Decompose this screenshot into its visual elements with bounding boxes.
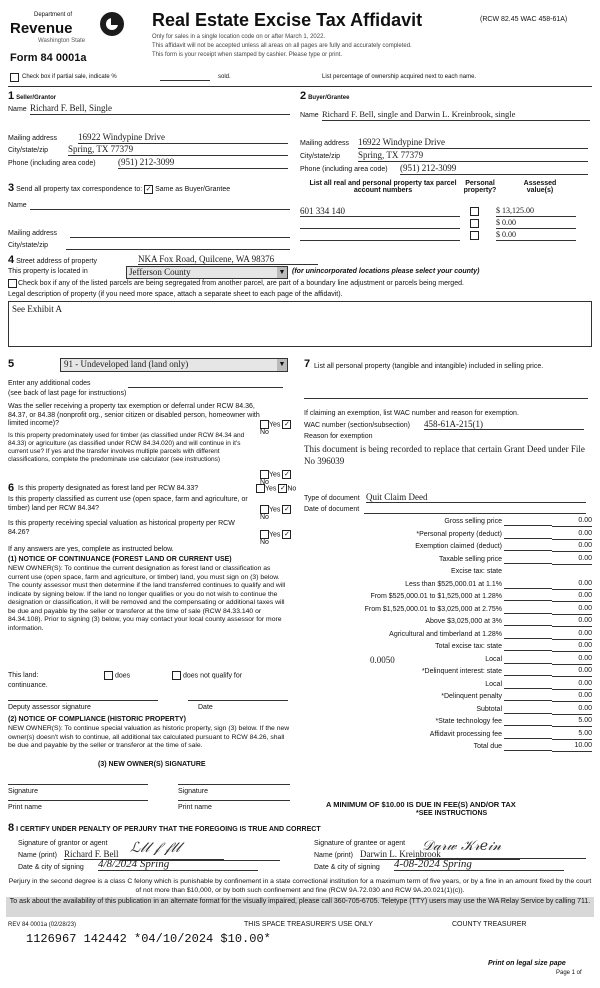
dept-logo <box>8 10 133 68</box>
parcel-account-field[interactable]: 601 334 140 <box>300 206 460 217</box>
parcels-header: List all real and personal property tax parcel account numbers <box>309 180 457 194</box>
fin-leader-line <box>504 688 552 689</box>
fin-value-field[interactable]: 0.00 <box>552 667 592 677</box>
street-field[interactable]: NKA Fox Road, Quilcene, WA 98376 <box>138 254 318 265</box>
personal-property-text: List all personal property (tangible and intangible) included in selling price. <box>314 363 544 370</box>
seller-city-field[interactable]: Spring, TX 77379 <box>68 144 288 156</box>
fin-label: Total excise tax: state <box>435 643 502 650</box>
fin-leader-line <box>504 600 552 601</box>
form-title: Real Estate Excise Tax Affidavit <box>152 10 423 30</box>
see-instructions: *SEE INSTRUCTIONS <box>416 810 488 817</box>
segregated-label: Check box if any of the listed parcels are being segregated from another parcel, are part of a boundary line adjustment or parcels being merged. <box>18 280 464 287</box>
doc-type-label: Type of document <box>304 495 360 502</box>
fin-value-field[interactable]: 0.00 <box>552 517 592 527</box>
section-3-text: Send all property tax correspondence to: <box>16 186 143 193</box>
partial-sale-checkbox[interactable] <box>10 73 19 82</box>
section-5 <box>8 356 298 486</box>
seller-city-label: City/state/zip <box>8 147 49 154</box>
fin-leader-line <box>504 525 552 526</box>
owner-print-field-2[interactable] <box>178 800 290 801</box>
fin-leader-line <box>504 650 552 651</box>
does-not-option: does not qualify for <box>172 671 242 680</box>
q-timber-no-checkbox[interactable]: ✓ <box>283 471 290 478</box>
fin-label: *State technology fee <box>435 718 502 725</box>
q-timber-yes-checkbox[interactable] <box>260 470 269 479</box>
owner-sig-label-2: Signature <box>178 788 208 795</box>
personal-property-checkbox[interactable] <box>470 231 479 240</box>
buyer-num: 2 <box>300 90 307 102</box>
q-historic-answer: Yes ✓No <box>260 531 290 546</box>
q-exemption-no-checkbox[interactable]: ✓ <box>283 421 290 428</box>
q-timber: Is this property predominately used for timber (as classified under RCW 84.34 and 84.33) or agriculture (as classified under RCW 84.34.020) and will continue in it's current use? If yes and the transfer involves multiple parcels with different classifications, complete the predominate use calculator (see instructions) <box>8 432 245 463</box>
fin-leader-line <box>504 625 552 626</box>
parcel-account-field[interactable] <box>300 218 460 229</box>
deputy-label: Deputy assessor signature <box>8 704 91 711</box>
seller-name-label: Name <box>8 106 27 113</box>
personal-property-field[interactable] <box>304 398 588 399</box>
fin-value-field[interactable]: 10.00 <box>552 742 592 752</box>
perjury-notice <box>6 878 594 895</box>
q-current-use: Is this property classified as current use (open space, farm and agriculture, or timber) land per RCW 84.34? <box>8 496 248 512</box>
owner-print-label-2: Print name <box>178 804 212 811</box>
corr-city-label: City/state/zip <box>8 242 49 249</box>
q-forest-yes-checkbox[interactable] <box>256 484 265 493</box>
seller-heading: Seller/Grantor <box>16 95 57 101</box>
doc-date-field[interactable] <box>364 513 586 514</box>
owner-sig-field-2[interactable] <box>178 784 290 785</box>
dept-state: Washington State <box>38 38 86 44</box>
assessed-value-field[interactable]: $ 0.00 <box>496 218 576 229</box>
land-use-value: 91 - Undeveloped land (land only) <box>64 359 189 369</box>
fin-leader-line <box>504 563 552 564</box>
buyer-mailing-label: Mailing address <box>300 140 350 147</box>
q-forest-answer: Yes ✓ No <box>256 484 296 493</box>
buyer-heading: Buyer/Grantee <box>308 95 350 101</box>
seller-phone-field[interactable]: (951) 212-3099 <box>118 157 288 169</box>
personal-header: Personal property? <box>463 180 497 194</box>
exemption-text: If claiming an exemption, list WAC number and reason for exemption. <box>304 410 519 417</box>
q-current-use-no-checkbox[interactable]: ✓ <box>283 506 290 513</box>
seller-section <box>8 90 288 170</box>
buyer-phone-field[interactable]: (951) 212-3099 <box>400 163 588 175</box>
fin-value-field[interactable]: 5.00 <box>552 730 592 740</box>
county-dropdown-icon[interactable]: ▼ <box>278 269 286 276</box>
rev-number: REV 84 0001a (02/28/23) <box>8 922 77 928</box>
grantor-signature: ℒ𝓁𝓁 𝒻 𝒻𝓁𝓁 <box>130 840 181 856</box>
fin-leader-line <box>504 750 552 751</box>
rcw-ref: (RCW 82.45 WAC 458-61A) <box>480 16 568 23</box>
legal-description-field[interactable] <box>8 301 592 347</box>
notice1-text: NEW OWNER(S): To continue the current designation as forest land or classification as current use (open space, farm and agriculture, or timber) land, you must sign on (3) below. The county assessor must then determine if the land transferred continues to qualify and will indicate by signing below. If the land no longer qualifies or you do not wish to continue the designation or classification, it will be removed and the compensating or additional taxes will be due and payable by the seller or transferor at the time of sale (RCW 84.33.140 or 84.34.108). Prior to signing (3) below, you may contact your local county assessor for more information. <box>8 565 286 632</box>
grantee-name-label: Name (print) <box>314 852 353 859</box>
fin-leader-line <box>504 738 552 739</box>
county-value: Jefferson County <box>129 267 191 277</box>
fin-value-field[interactable]: 0.00 <box>552 642 592 652</box>
deputy-date-field[interactable] <box>188 700 288 701</box>
owner-print-label-1: Print name <box>8 804 42 811</box>
fin-value-field[interactable]: 0.00 <box>552 580 592 590</box>
owner-print-field-1[interactable] <box>8 800 148 801</box>
grantee-sig-label: Signature of grantee or agent <box>314 840 406 847</box>
header-rule <box>8 86 592 87</box>
page-number: Page 1 of <box>556 970 582 976</box>
buyer-name-label: Name <box>300 112 319 119</box>
county-treasurer: COUNTY TREASURER <box>452 921 527 928</box>
section-7 <box>304 356 592 516</box>
section-6-num: 6 <box>8 482 15 494</box>
legal-description-text: See Exhibit A <box>12 304 62 314</box>
dept-small: Department of <box>34 12 73 18</box>
fin-leader-line <box>504 588 552 589</box>
fin-label: From $525,000.01 to $1,525,000 at 1.28% <box>370 593 502 600</box>
partial-sale-pct-field[interactable] <box>160 80 210 81</box>
fin-leader-line <box>504 613 552 614</box>
fin-value-field[interactable]: 0.00 <box>552 530 592 540</box>
fin-leader-line <box>504 675 552 676</box>
fin-label: Local <box>485 655 502 663</box>
fin-leader-line <box>504 725 552 726</box>
header-note-3: This form is your receipt when stamped by cashier. Please type or print. <box>152 52 343 58</box>
fin-value-field[interactable]: 0.00 <box>552 705 592 715</box>
certify-text: I CERTIFY UNDER PENALTY OF PERJURY THAT THE FOREGOING IS TRUE AND CORRECT <box>16 826 321 833</box>
owner-sig-label-1: Signature <box>8 788 38 795</box>
notice1-title: (1) NOTICE OF CONTINUANCE (FOREST LAND OR CURRENT USE) <box>8 556 232 563</box>
notice2-title: (2) NOTICE OF COMPLIANCE (HISTORIC PROPERTY) <box>8 716 186 723</box>
fin-value-field[interactable]: 0.00 <box>552 630 592 640</box>
grantee-signature: 𝒟𝒶𝓇𝓌 𝒦𝓇𝑒𝒾𝓃 <box>422 838 502 854</box>
fin-label: Subtotal <box>476 705 502 713</box>
county-select[interactable] <box>126 266 288 279</box>
q-timber-answer: Yes ✓No <box>260 471 290 486</box>
buyer-city-label: City/state/zip <box>300 153 341 160</box>
alt-format-text: To ask about the availability of this publication in an alternate format for the visually impaired, please call 360-705-6705. Teletype (TTY) users may use the WA Relay Service by calling 711. <box>9 898 591 905</box>
fin-value-field[interactable]: 0.00 <box>552 555 592 565</box>
segregated-checkbox[interactable] <box>8 279 17 288</box>
fin-label: Above $3,025,000 at 3% <box>425 618 502 625</box>
doc-type-field[interactable]: Quit Claim Deed <box>366 492 586 503</box>
section-6 <box>8 482 298 812</box>
fin-leader-line <box>504 638 552 639</box>
fin-label: Affidavit processing fee <box>429 730 502 738</box>
same-as-buyer-checkbox[interactable]: ✓ <box>145 185 152 193</box>
fin-label: Total due <box>473 743 502 750</box>
legal-size-note: Print on legal size pape <box>488 960 566 967</box>
wac-field[interactable]: 458-61A-215(1) <box>424 419 584 430</box>
fin-value-field[interactable]: 0.00 <box>552 605 592 615</box>
grantee-date-field[interactable]: 4-08-2024 Spring <box>394 858 564 871</box>
section-7-num: 7 <box>304 358 311 370</box>
fin-label: Agricultural and timberland at 1.28% <box>389 630 502 638</box>
grantor-name-label: Name (print) <box>18 852 57 859</box>
parcels-table <box>300 180 592 250</box>
tax-calculation <box>304 518 592 808</box>
treasurer-stamp: 1126967 142442 *04/10/2024 $10.00* <box>26 932 271 946</box>
grantor-date-label: Date & city of signing <box>18 864 84 871</box>
section-3-num: 3 <box>8 182 15 194</box>
section-8 <box>8 822 592 874</box>
corr-mailing-label: Mailing address <box>8 230 58 237</box>
grantor-name-field[interactable]: Richard F. Bell <box>64 849 224 860</box>
buyer-name-field[interactable]: Richard F. Bell, single and Darwin L. Kreinbrook, single <box>322 109 590 121</box>
notice2-text: NEW OWNER(S): To continue special valuation as historic property, sign (3) below. If the new owner(s) doesn't wish to continue, all additional tax calculated pursuant to RCW 84.26, shall be due and payable by the seller or transferor at the time of sale. <box>8 725 290 749</box>
grantor-sig-label: Signature of grantor or agent <box>18 840 108 847</box>
seller-phone-label: Phone (including area code) <box>8 160 96 167</box>
fin-label: *Personal property (deduct) <box>416 530 502 538</box>
fin-leader-line <box>504 713 552 714</box>
seller-mailing-field[interactable]: 16922 Windypine Drive <box>78 132 288 144</box>
local-rate[interactable]: 0.0050 <box>370 654 395 665</box>
fin-leader-line <box>504 663 552 664</box>
section-3 <box>8 182 292 252</box>
street-label: Street address of property <box>16 258 98 265</box>
fin-leader-line <box>504 550 552 551</box>
section-8-num: 8 <box>8 822 15 834</box>
grantee-name-field[interactable]: Darwin L. Kreinbrook <box>360 849 520 860</box>
does-not-checkbox[interactable] <box>172 671 181 680</box>
land-use-select[interactable] <box>60 358 288 372</box>
grantee-date-label: Date & city of signing <box>314 864 380 871</box>
legal-label: Legal description of property (if you need more space, attach a separate sheet to each page of the affidavit). <box>8 291 343 298</box>
fin-label: Less than $525,000.01 at 1.1% <box>405 580 502 588</box>
partial-sale-label: Check box if partial sale, indicate % <box>22 74 117 80</box>
fin-label: Local <box>485 680 502 688</box>
alt-format-banner <box>6 897 594 917</box>
unincorporated-note: (for unincorporated locations please select your county) <box>292 268 480 275</box>
header-note-2: This affidavit will not be accepted unless all areas on all pages are fully and accurately completed. <box>152 43 412 49</box>
q-historic-no-checkbox[interactable]: ✓ <box>283 531 290 538</box>
does-checkbox[interactable] <box>104 671 113 680</box>
fin-value-field[interactable]: 0.00 <box>552 692 592 702</box>
fin-value-field[interactable]: 0.00 <box>552 680 592 690</box>
fin-value-field[interactable]: 0.00 <box>552 655 592 665</box>
does-option: does <box>104 671 130 680</box>
q-exemption: Was the seller receiving a property tax exemption or deferral under RCW 84.36, 84.37, or 84.38 (nonprofit org., senior citizen or disabled person, homeowner with limited income)? <box>8 403 260 427</box>
fin-value-field[interactable]: 0.00 <box>552 617 592 627</box>
q-historic: Is this property receiving special valuation as historical property per RCW 84.26? <box>8 520 235 536</box>
deputy-sig-field[interactable] <box>8 700 158 701</box>
logo-icon <box>100 12 124 36</box>
assessed-value-field[interactable]: $ 13,125.00 <box>496 206 576 217</box>
seller-name-field[interactable]: Richard F. Bell, Single <box>30 103 290 115</box>
corr-mailing-field[interactable] <box>70 237 290 238</box>
header-note-1: Only for sales in a single location code on or after March 1, 2022. <box>152 34 326 40</box>
fin-value-field[interactable]: 5.00 <box>552 717 592 727</box>
buyer-section <box>300 90 592 180</box>
fin-label: *Delinquent interest: state <box>421 668 502 675</box>
corr-city-field[interactable] <box>66 249 290 250</box>
assessed-value-field[interactable]: $ 0.00 <box>496 230 576 241</box>
q-forest-no-checkbox[interactable]: ✓ <box>279 485 286 492</box>
assessed-header: Assessed value(s) <box>523 180 557 194</box>
fin-value-field[interactable]: 0.00 <box>552 592 592 602</box>
if-yes-note: If any answers are yes, complete as instructed below. <box>8 546 174 553</box>
buyer-phone-label: Phone (including area code) <box>300 166 388 173</box>
see-back-note: (see back of last page for instructions) <box>8 390 127 397</box>
section-5-num: 5 <box>8 358 15 370</box>
corr-name-label: Name <box>8 202 27 209</box>
fin-leader-line <box>504 538 552 539</box>
continuance-label: continuance. <box>8 682 48 689</box>
fin-label: From $1,525,000.01 to $3,025,000 at 2.75% <box>364 605 502 613</box>
reason-label: Reason for exemption <box>304 433 373 440</box>
located-label: This property is located in <box>8 268 88 275</box>
q-current-use-answer: Yes ✓No <box>260 506 290 521</box>
seller-mailing-label: Mailing address <box>8 135 58 142</box>
fin-label: Excise tax: state <box>451 568 502 575</box>
perjury-text: Perjury in the second degree is a class C felony which is punishable by confinement in a state correctional institution for a maximum term of five years, or by a fine in an amount fixed by the court of not more than $10,000, or by both such confinement and fine (RCW 9A.72.030 and RCW 9A.20.021(1)(c)). <box>8 878 592 894</box>
owner-sig-heading: (3) NEW OWNER(S) SIGNATURE <box>98 761 206 768</box>
fin-label: *Delinquent penalty <box>441 693 502 700</box>
fin-label: Taxable selling price <box>438 555 502 563</box>
form-number: Form 84 0001a <box>10 52 87 64</box>
dept-name: Revenue <box>10 20 73 37</box>
same-as-buyer-label: Same as Buyer/Grantee <box>155 186 231 193</box>
reason-field[interactable]: This document is being recorded to replace that certain Grant Deed under File No 396039 <box>304 444 585 466</box>
section-4-num: 4 <box>8 254 15 266</box>
seller-num: 1 <box>8 90 15 102</box>
minimum-due: A MINIMUM OF $10.00 IS DUE IN FEE(S) AND/OR TAX <box>326 800 516 809</box>
wac-label: WAC number (section/subsection) <box>304 422 410 429</box>
grantor-date-field[interactable]: 4/8/2024 Spring <box>98 858 258 871</box>
land-use-dropdown-icon[interactable]: ▼ <box>277 359 287 371</box>
buyer-city-field[interactable]: Spring, TX 77379 <box>358 150 588 162</box>
owner-sig-field-1[interactable] <box>8 784 148 785</box>
section-4 <box>8 254 592 349</box>
ownership-note: List percentage of ownership acquired next to each name. <box>322 74 477 80</box>
fin-label: Gross selling price <box>444 518 502 525</box>
deputy-date-label: Date <box>198 704 213 711</box>
q-exemption-yes-checkbox[interactable] <box>260 420 269 429</box>
personal-property-checkbox[interactable] <box>470 207 479 216</box>
fin-value-field[interactable]: 0.00 <box>552 542 592 552</box>
fin-label: Exemption claimed (deduct) <box>415 543 502 550</box>
additional-codes-field[interactable] <box>128 387 283 388</box>
this-land-label: This land: <box>8 672 39 679</box>
sold-label: sold. <box>218 74 231 80</box>
corr-name-field[interactable] <box>30 209 290 210</box>
q-current-use-yes-checkbox[interactable] <box>260 505 269 514</box>
q-exemption-answer: Yes ✓No <box>260 421 290 436</box>
treasurer-use: THIS SPACE TREASURER'S USE ONLY <box>244 921 373 928</box>
additional-codes-label: Enter any additional codes <box>8 380 91 387</box>
buyer-mailing-field[interactable]: 16922 Windypine Drive <box>358 137 588 149</box>
q-forest: Is this property designated as forest land per RCW 84.33? <box>18 485 199 492</box>
parcel-account-field[interactable] <box>300 230 460 241</box>
fin-leader-line <box>504 700 552 701</box>
personal-property-checkbox[interactable] <box>470 219 479 228</box>
doc-date-label: Date of document <box>304 506 360 513</box>
